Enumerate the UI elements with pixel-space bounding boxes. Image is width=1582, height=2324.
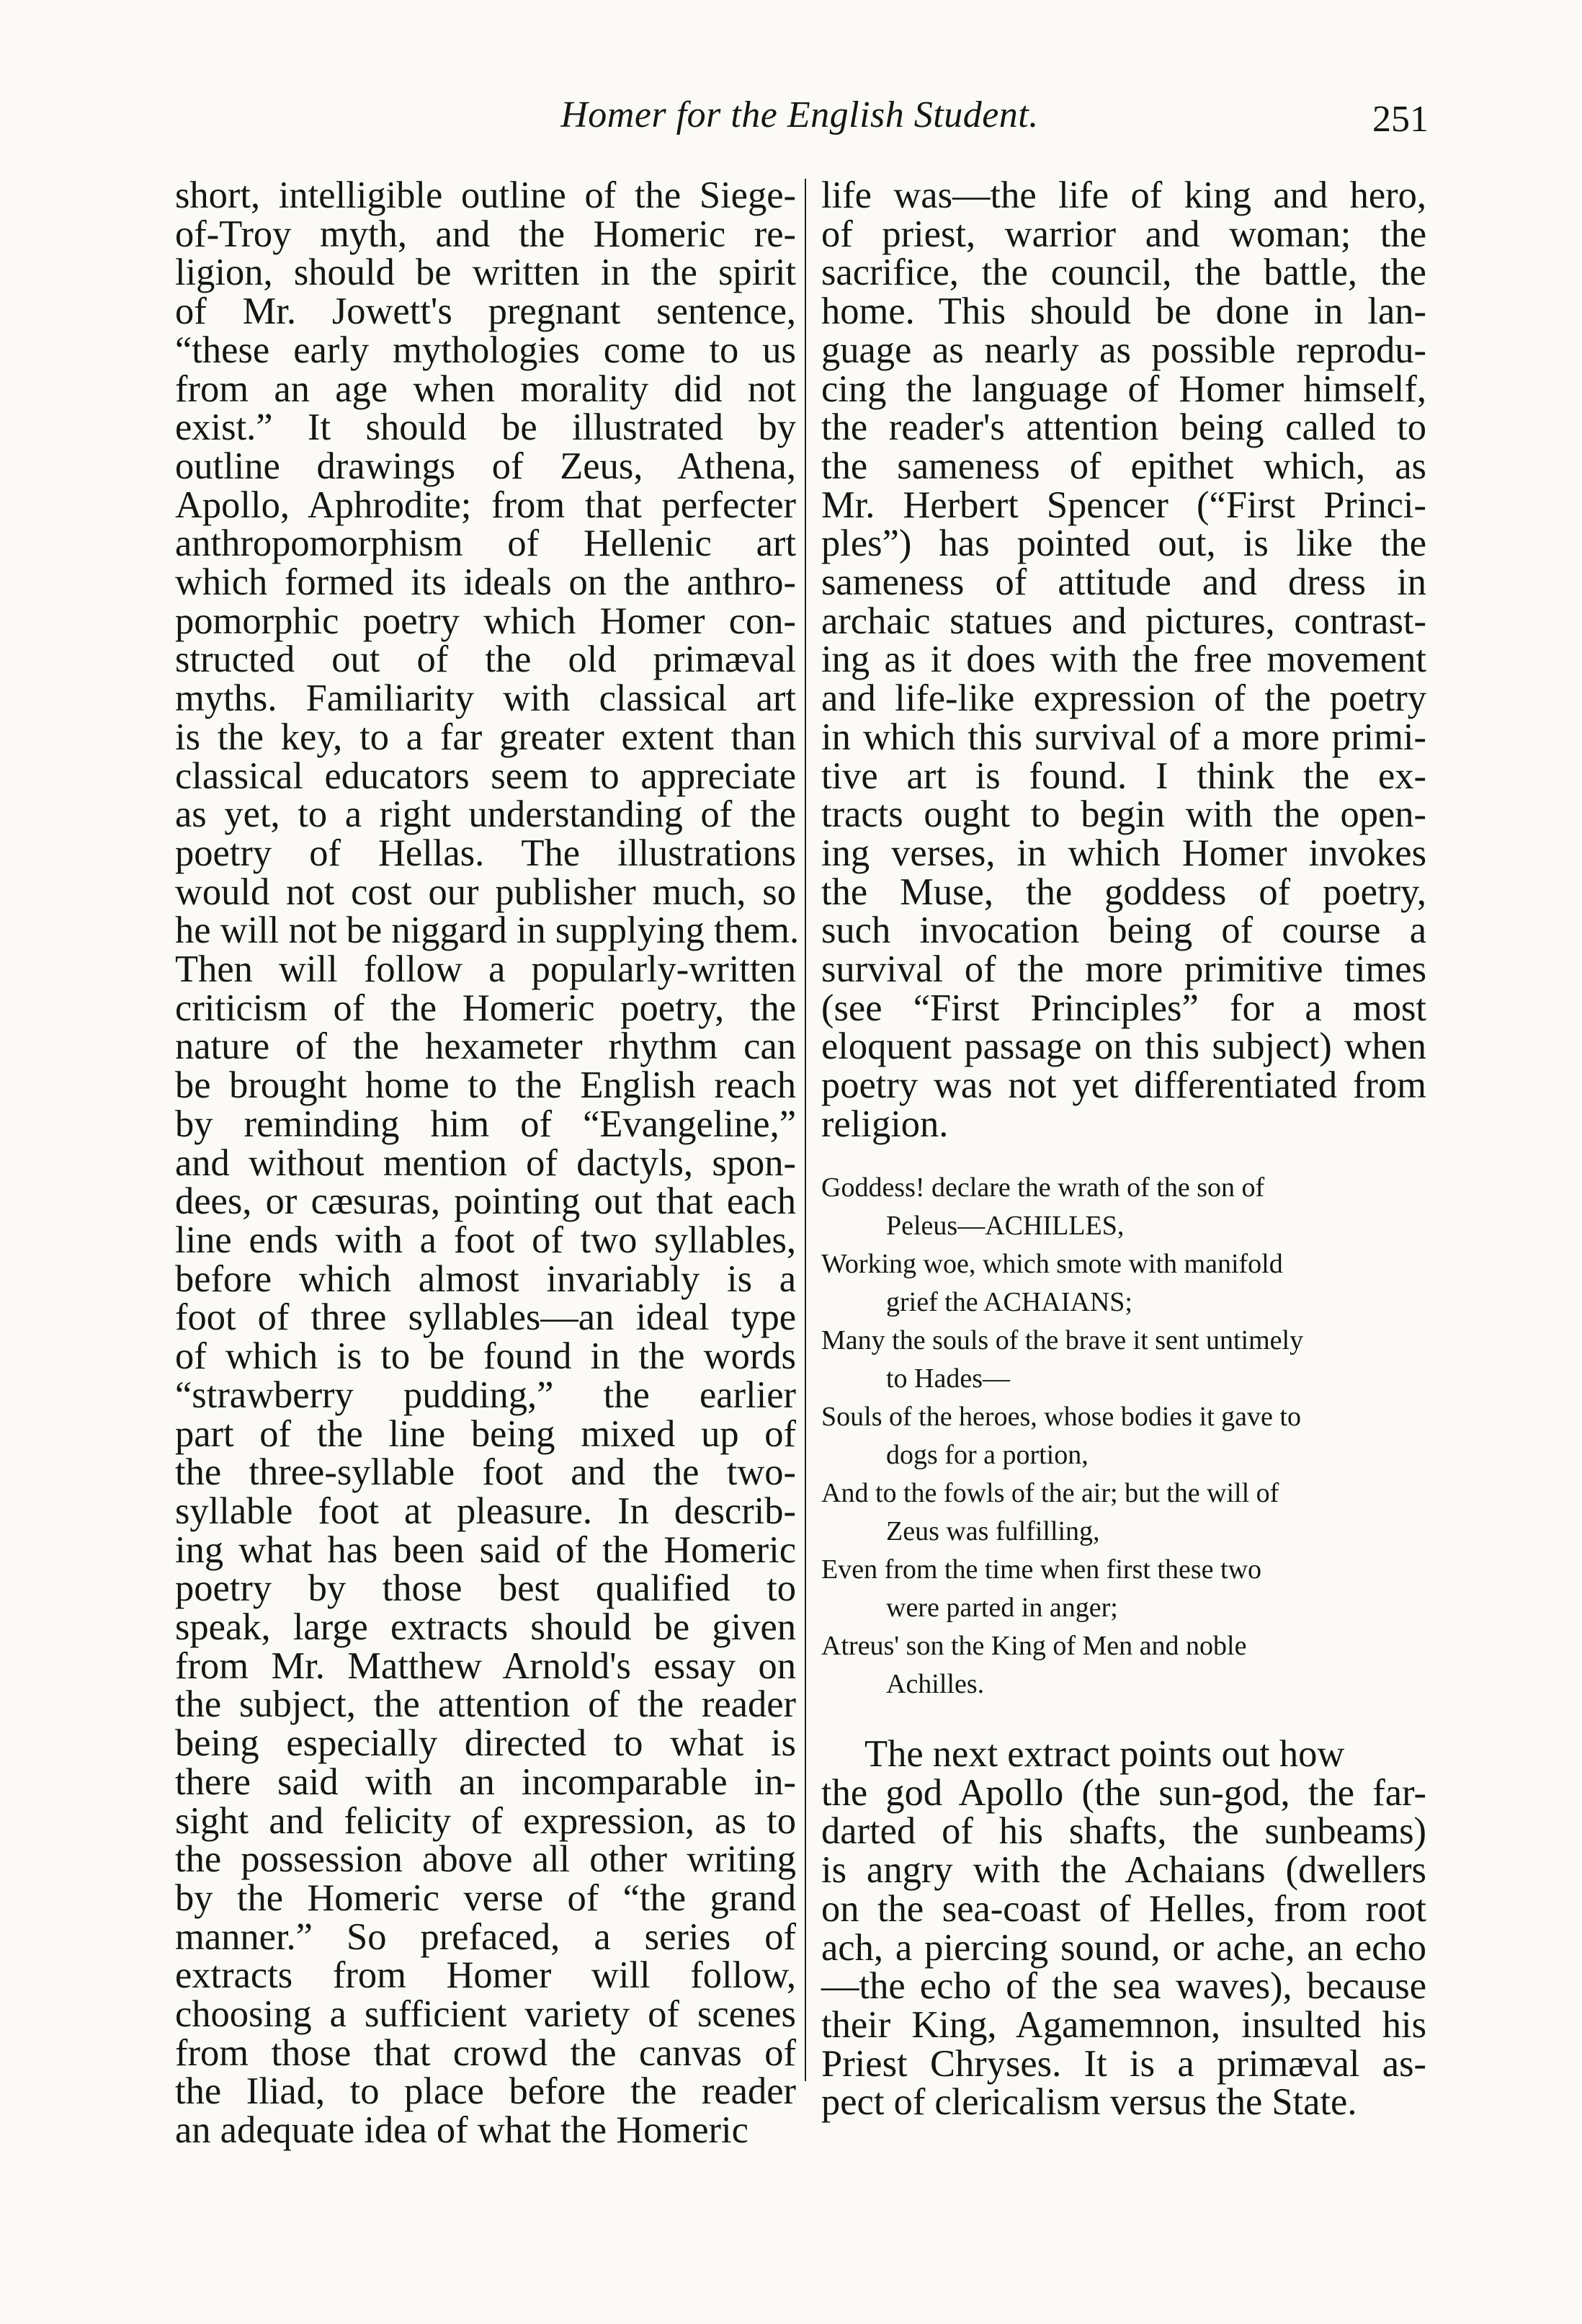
text-line: as yet, to a right understanding of the xyxy=(175,793,796,836)
text-line: pect of clericalism versus the State. xyxy=(821,2081,1357,2124)
verse-line: Even from the time when first these two xyxy=(821,1554,1262,1585)
text-line: outline drawings of Zeus, Athena, xyxy=(175,445,796,487)
text-line: sight and felicity of expression, as to xyxy=(175,1799,796,1842)
verse-line: were parted in anger; xyxy=(886,1593,1118,1623)
text-line: —the echo of the sea waves), because xyxy=(821,1965,1426,2008)
text-line: ing verses, in which Homer invokes xyxy=(821,832,1426,874)
text-line: poetry by those best qualified to xyxy=(175,1567,796,1610)
text-line: exist.” It should be illustrated by xyxy=(175,406,796,449)
text-line: extracts from Homer will follow, xyxy=(175,1954,796,1997)
text-line: “strawberry pudding,” the earlier xyxy=(175,1374,796,1416)
text-line: cing the language of Homer himself, xyxy=(821,368,1426,410)
text-line: myths. Familiarity with classical art xyxy=(175,677,796,720)
text-line: Mr. Herbert Spencer (“First Princi- xyxy=(821,484,1426,526)
text-line: ing as it does with the free movement xyxy=(821,638,1426,681)
verse-line: Peleus—ACHILLES, xyxy=(886,1211,1125,1241)
text-line: choosing a sufficient variety of scenes xyxy=(175,1993,796,2036)
text-line: ligion, should be written in the spirit xyxy=(175,251,796,294)
verse-line: dogs for a portion, xyxy=(886,1440,1089,1470)
verse-line: Souls of the heroes, whose bodies it gave to xyxy=(821,1402,1301,1432)
verse-line: Zeus was fulfilling, xyxy=(886,1516,1100,1546)
text-line: such invocation being of course a xyxy=(821,909,1426,952)
text-line: manner.” So prefaced, a series of xyxy=(175,1915,796,1958)
text-line: classical educators seem to appreciate xyxy=(175,754,796,797)
text-line: is the key, to a far greater extent than xyxy=(175,716,796,758)
text-line: and without mention of dactyls, spon- xyxy=(175,1141,796,1184)
text-line: criticism of the Homeric poetry, the xyxy=(175,987,796,1029)
text-line: foot of three syllables—an ideal type xyxy=(175,1296,796,1339)
text-line: line ends with a foot of two syllables, xyxy=(175,1219,796,1261)
text-line: structed out of the old primæval xyxy=(175,638,796,681)
right-column-top xyxy=(821,174,1426,1145)
left-column xyxy=(175,174,800,2152)
verse-line: And to the fowls of the air; but the will of xyxy=(821,1478,1279,1508)
text-line: guage as nearly as possible reprodu- xyxy=(821,329,1426,371)
text-line: from those that crowd the canvas of xyxy=(175,2031,796,2074)
text-line: the subject, the attention of the reader xyxy=(175,1683,796,1726)
text-line: short, intelligible outline of the Siege- xyxy=(175,174,796,216)
verse-line: Working woe, which smote with manifold xyxy=(821,1249,1283,1279)
text-line: in which this survival of a more primi- xyxy=(821,716,1426,758)
verse-line: Atreus' son the King of Men and noble xyxy=(821,1631,1247,1661)
verse-line: Goddess! declare the wrath of the son of xyxy=(821,1172,1265,1203)
text-line: ples”) has pointed out, is like the xyxy=(821,522,1426,565)
text-line: anthropomorphism of Hellenic art xyxy=(175,522,796,565)
text-line: by reminding him of “Evangeline,” xyxy=(175,1103,796,1145)
text-line: poetry was not yet differentiated from xyxy=(821,1064,1426,1107)
text-line: of which is to be found in the words xyxy=(175,1335,796,1378)
text-line: from an age when morality did not xyxy=(175,368,796,410)
running-head: Homer for the English Student. xyxy=(560,94,1039,135)
text-line: “these early mythologies come to us xyxy=(175,329,796,371)
text-line: the god Apollo (the sun-god, the far- xyxy=(821,1771,1426,1814)
text-line: he will not be niggard in supplying them. xyxy=(175,909,800,952)
verse-line: Many the souls of the brave it sent untimely xyxy=(821,1325,1304,1355)
text-line: the reader's attention being called to xyxy=(821,406,1426,449)
text-line: life was—the life of king and hero, xyxy=(821,174,1426,216)
page-number: 251 xyxy=(1372,99,1429,140)
text-line: of Mr. Jowett's pregnant sentence, xyxy=(175,290,796,333)
text-line: of-Troy myth, and the Homeric re- xyxy=(175,213,796,255)
text-line: The next extract points out how xyxy=(864,1733,1345,1775)
text-line: ing what has been said of the Homeric xyxy=(175,1528,796,1571)
text-line: being especially directed to what is xyxy=(175,1722,796,1765)
text-line: archaic statues and pictures, contrast- xyxy=(821,600,1426,642)
text-line: Priest Chryses. It is a primæval as- xyxy=(821,2042,1426,2085)
text-line: by the Homeric verse of “the grand xyxy=(175,1876,796,1919)
text-line: the Iliad, to place before the reader xyxy=(175,2070,796,2113)
text-line: be brought home to the English reach xyxy=(175,1064,796,1107)
text-line: nature of the hexameter rhythm can xyxy=(175,1025,796,1068)
column-rule xyxy=(805,179,806,2081)
text-line: sameness of attitude and dress in xyxy=(821,561,1426,604)
text-line: part of the line being mixed up of xyxy=(175,1412,796,1455)
text-line: religion. xyxy=(821,1103,949,1145)
text-line: eloquent passage on this subject) when xyxy=(821,1025,1426,1068)
text-line: pomorphic poetry which Homer con- xyxy=(175,600,796,642)
text-line: (see “First Principles” for a most xyxy=(821,987,1426,1029)
text-line: syllable foot at pleasure. In describ- xyxy=(175,1490,796,1532)
text-line: would not cost our publisher much, so xyxy=(175,871,796,913)
right-column-bottom xyxy=(821,1735,1426,2122)
verse-line: Achilles. xyxy=(886,1669,985,1699)
verse-line: grief the ACHAIANS; xyxy=(886,1287,1132,1317)
text-line: the Muse, the goddess of poetry, xyxy=(821,871,1426,913)
text-line: the three-syllable foot and the two- xyxy=(175,1451,796,1494)
text-line: speak, large extracts should be given xyxy=(175,1606,796,1649)
text-line: there said with an incomparable in- xyxy=(175,1760,796,1803)
text-line: their King, Agamemnon, insulted his xyxy=(821,2003,1426,2046)
text-line: which formed its ideals on the anthro- xyxy=(175,561,796,604)
text-line: on the sea-coast of Helles, from root xyxy=(821,1887,1426,1930)
text-line: dees, or cæsuras, pointing out that each xyxy=(175,1180,796,1223)
text-line: the possession above all other writing xyxy=(175,1838,796,1881)
text-line: the sameness of epithet which, as xyxy=(821,445,1426,487)
text-line: from Mr. Matthew Arnold's essay on xyxy=(175,1644,796,1687)
text-line: an adequate idea of what the Homeric xyxy=(175,2109,748,2152)
text-line: survival of the more primitive times xyxy=(821,948,1426,991)
text-line: sacrifice, the council, the battle, the xyxy=(821,251,1426,294)
text-line: tive art is found. I think the ex- xyxy=(821,754,1426,797)
text-line: and life-like expression of the poetry xyxy=(821,677,1426,720)
verse-line: to Hades— xyxy=(886,1363,1011,1394)
text-line: tracts ought to begin with the open- xyxy=(821,793,1426,836)
text-line: darted of his shafts, the sunbeams) xyxy=(821,1810,1426,1853)
text-line: of priest, warrior and woman; the xyxy=(821,213,1426,255)
text-line: Then will follow a popularly-written xyxy=(175,948,796,991)
text-line: ach, a piercing sound, or ache, an echo xyxy=(821,1926,1426,1969)
text-line: home. This should be done in lan- xyxy=(821,290,1426,333)
text-line: poetry of Hellas. The illustrations xyxy=(175,832,796,874)
text-line: Apollo, Aphrodite; from that perfecter xyxy=(175,484,796,526)
text-line: is angry with the Achaians (dwellers xyxy=(821,1849,1426,1892)
verse-extract xyxy=(821,1169,1426,1704)
text-line: before which almost invariably is a xyxy=(175,1257,796,1300)
